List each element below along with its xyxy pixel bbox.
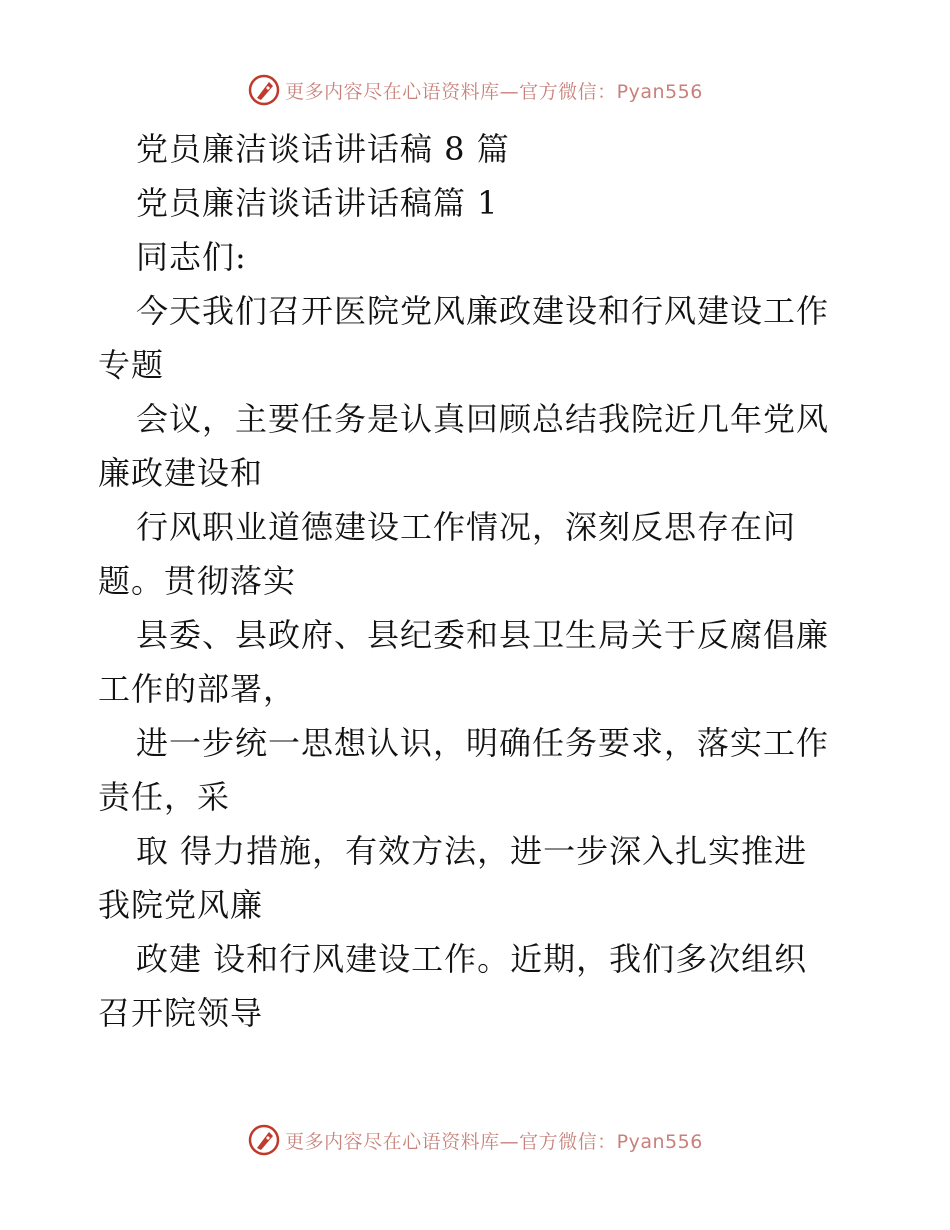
text-line: 专题 [98,346,165,384]
document-body [98,122,858,1040]
pen-nib-logo-icon [247,73,281,107]
text-line: 廉政建设和 [98,454,264,492]
section-heading: 党员廉洁谈话讲话稿篇 1 [136,184,499,222]
header-banner-text: 更多内容尽在心语资料库—官方微信：Pyan556 [285,80,703,103]
text-line: 召开院领导 [98,994,264,1032]
text-line: 工作的部署， [98,670,297,708]
header-banner [0,70,950,110]
text-line: 今天我们召开医院党风廉政建设和行风建设工作 [136,292,830,330]
text-line: 行风职业道德建设工作情况，深刻反思存在问 [136,508,797,546]
text-line: 进一步统一思想认识，明确任务要求，落实工作 [136,724,830,762]
text-line: 我院党风廉 [98,886,264,924]
text-line: 责任，采 [98,778,231,816]
text-line: 同志们: [136,238,247,276]
text-line: 题。贯彻落实 [98,562,297,600]
pen-nib-logo-icon [247,1123,281,1157]
text-line: 县委、县政府、县纪委和县卫生局关于反腐倡廉 [136,616,830,654]
footer-banner-text: 更多内容尽在心语资料库—官方微信：Pyan556 [285,1130,703,1153]
footer-banner [0,1120,950,1160]
text-line: 会议，主要任务是认真回顾总结我院近几年党风 [136,400,830,438]
text-line: 政建 设和行风建设工作。近期，我们多次组织 [136,940,808,978]
document-title: 党员廉洁谈话讲话稿 8 篇 [136,130,510,168]
text-line: 取 得力措施，有效方法，进一步深入扎实推进 [136,832,808,870]
